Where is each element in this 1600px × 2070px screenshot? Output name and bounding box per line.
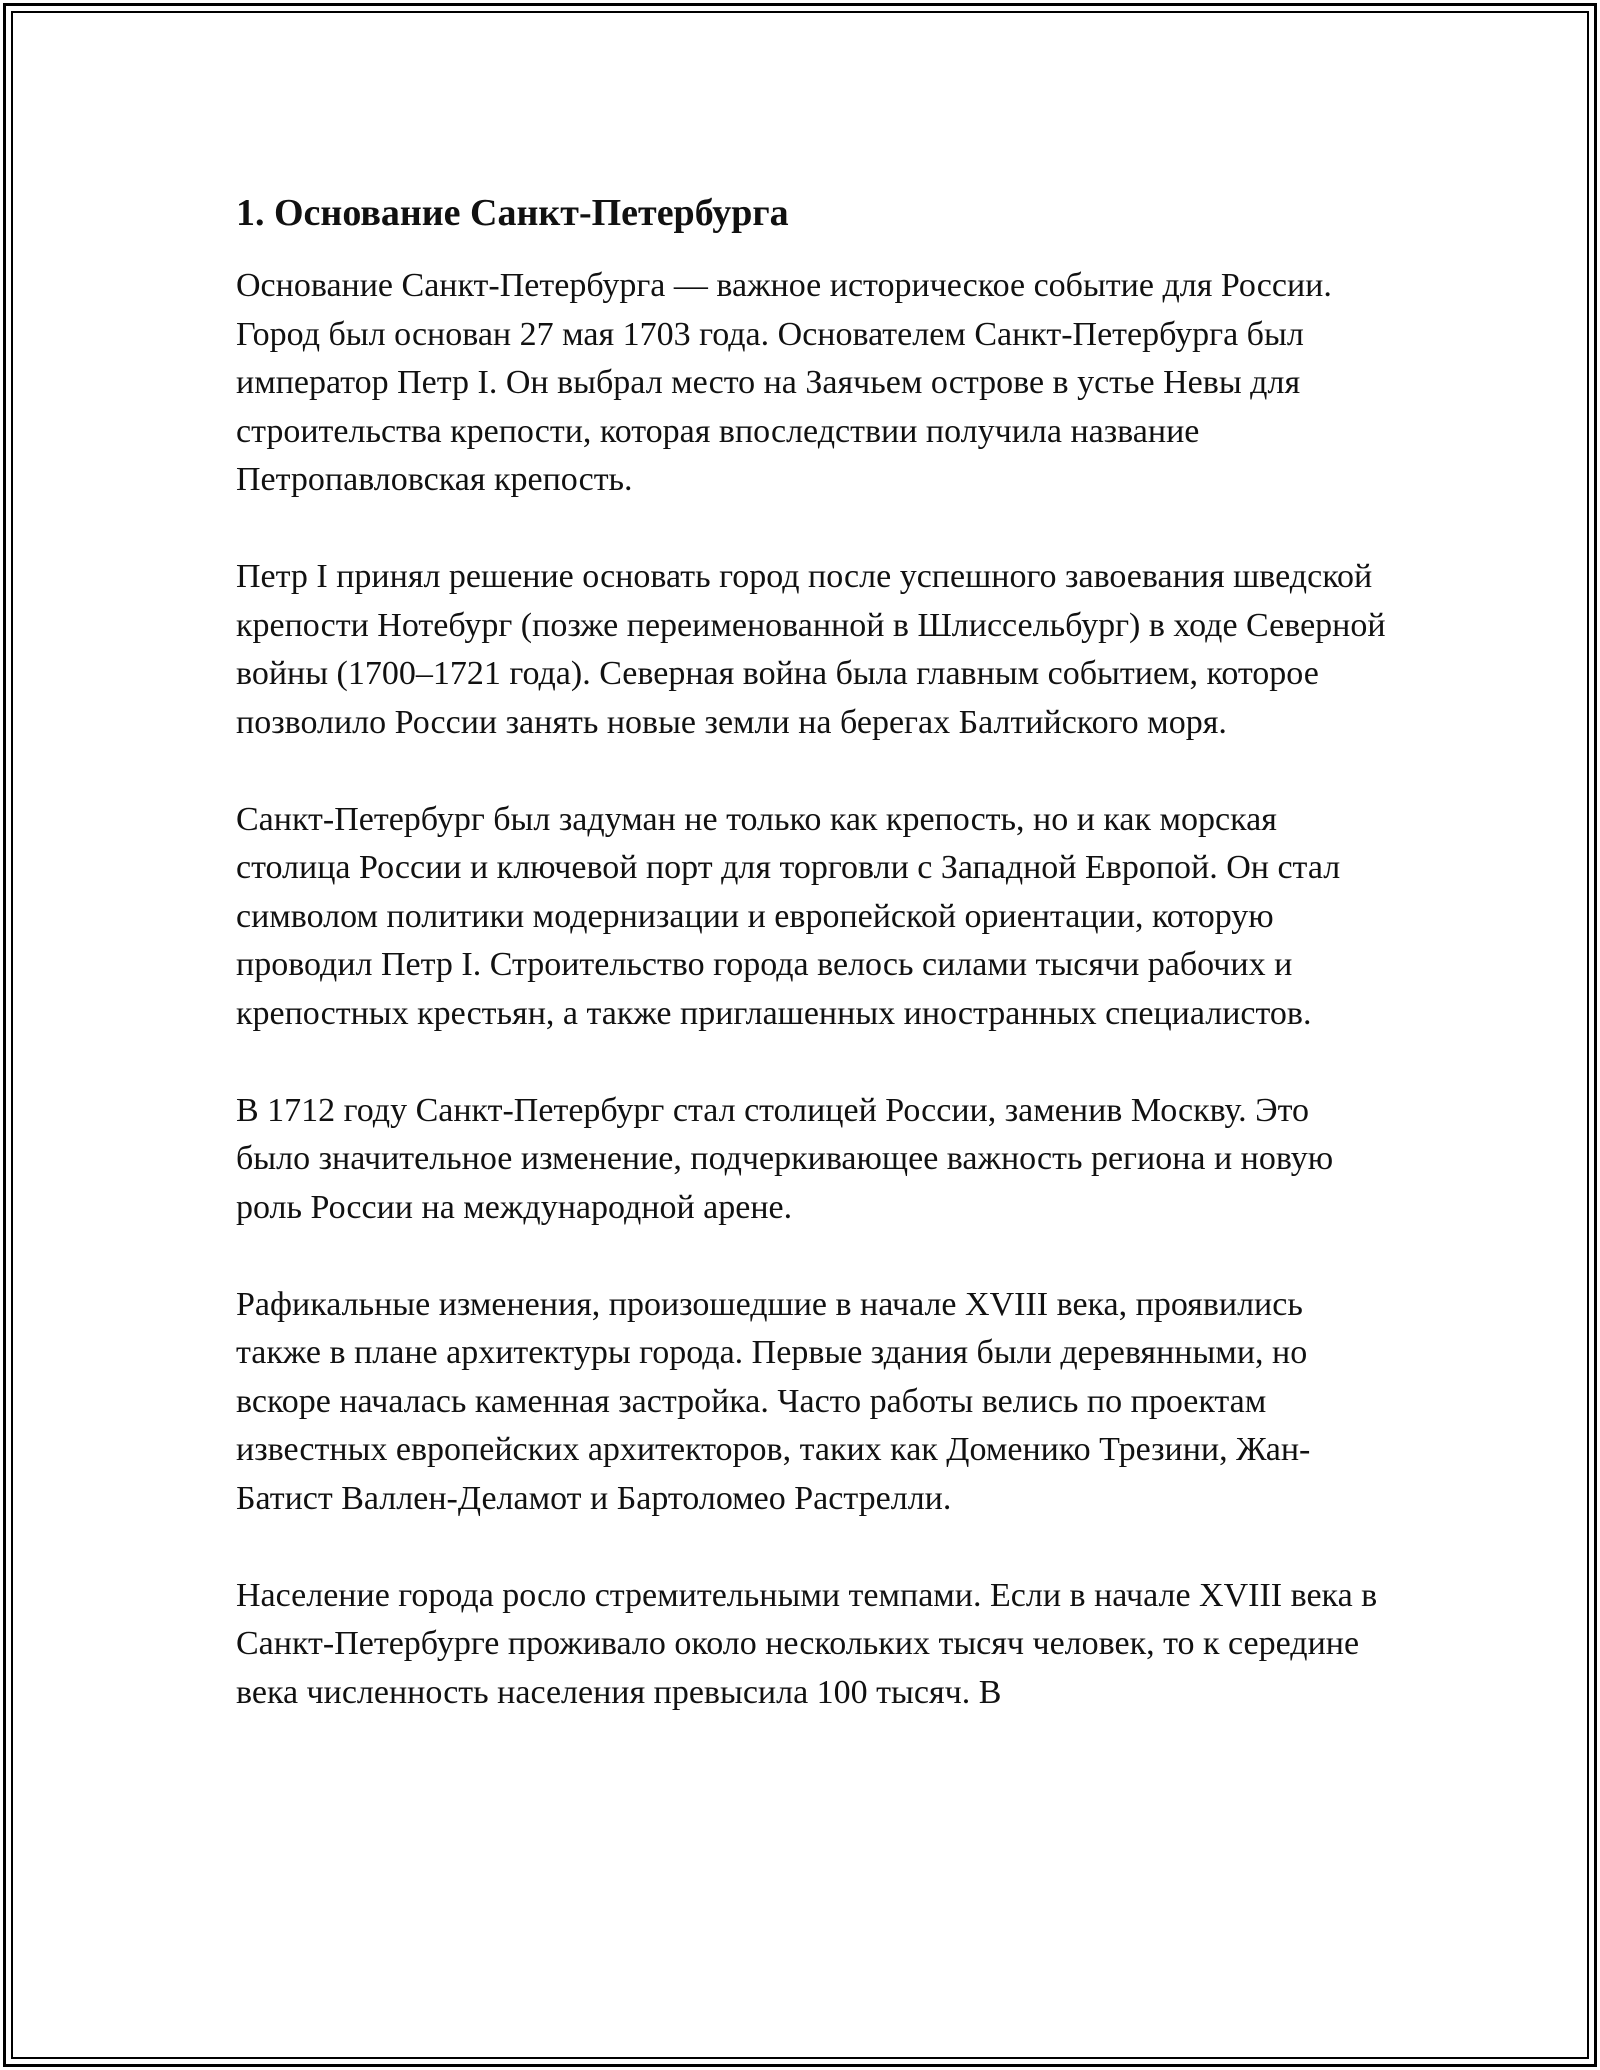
- paragraph-architecture: Рафикальные изменения, произошедшие в начале XVIII века, проявились также в плане архитектуры города. Первые здания были деревянными, но вскоре началась каменная застройка. Часто работы велись по проектам известных европейских архитекторов, таких как Доменико Трезини, Жан-Батист Валлен-Деламот и Бартоломео Растрелли.: [236, 1285, 1311, 1517]
- section-heading: 1. Основание Санкт-Петербурга: [236, 192, 789, 234]
- paragraph-population: Население города росло стремительными темпами. Если в начале XVIII века в Санкт-Петербурге проживало около нескольких тысяч человек, то к середине века численность населения превысила 100 тысяч. В: [236, 1576, 1378, 1711]
- paragraph-capital-1712: В 1712 году Санкт-Петербург стал столицей России, заменив Москву. Это было значительное изменение, подчеркивающее важность региона и новую роль России на международной арене.: [236, 1091, 1334, 1226]
- document-body: [236, 188, 1386, 1717]
- paragraph-founding: Основание Санкт-Петербурга — важное историческое событие для России. Город был основан 27 мая 1703 года. Основателем Санкт-Петербурга был император Петр I. Он выбрал место на Заячьем острове в устье Невы для строительства крепости, которая впоследствии получила название Петропавловская крепость.: [236, 267, 1332, 498]
- paragraph-port-capital: Санкт-Петербург был задуман не только как крепость, но и как морская столица России и ключевой порт для торговли с Западной Европой. Он стал символом политики модернизации и европейской ориентации, которую проводил Петр I. Строительство города велось силами тысячи рабочих и крепостных крестьян, а также приглашенных иностранных специалистов.: [236, 800, 1341, 1032]
- paragraph-northern-war: Петр I принял решение основать город после успешного завоевания шведской крепости Нотебург (позже переименованной в Шлиссельбург) в ходе Северной войны (1700–1721 года). Северная война была главным событием, которое позволило России занять новые земли на берегах Балтийского моря.: [236, 558, 1386, 741]
